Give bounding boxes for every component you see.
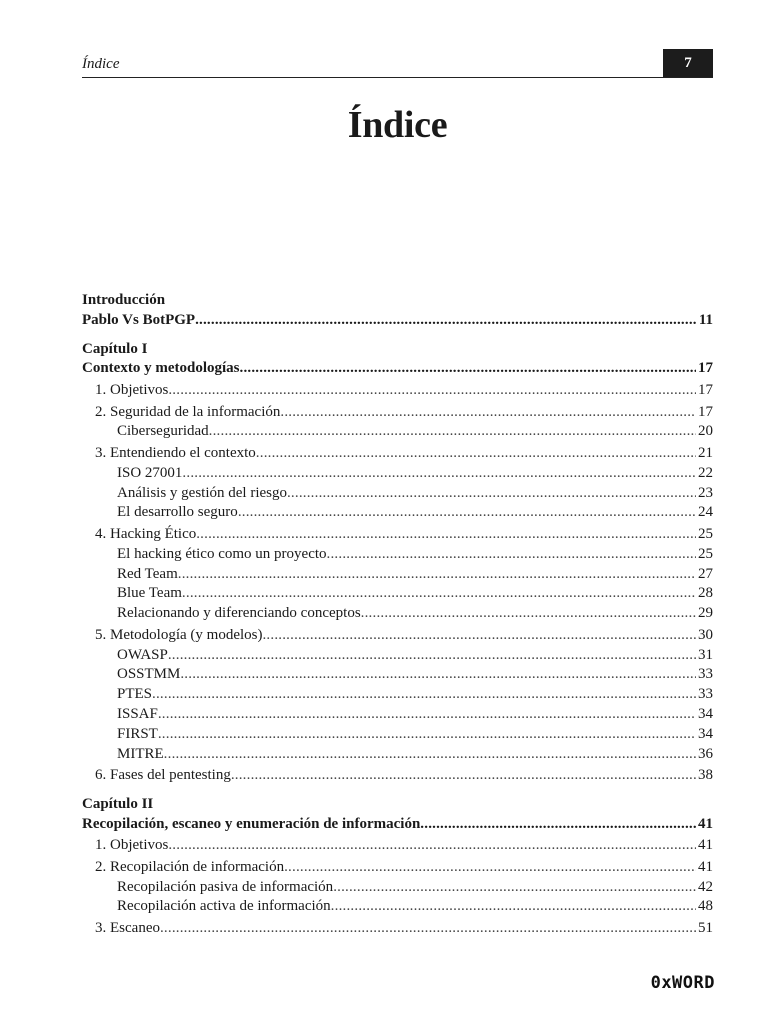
toc-section [82, 340, 713, 786]
entry-page-number: 27 [698, 565, 713, 582]
dot-leader [420, 815, 696, 835]
toc-entry [82, 464, 713, 484]
entry-page-number: 42 [698, 878, 713, 895]
toc-entry [82, 626, 713, 646]
toc-entry [82, 422, 713, 442]
toc-entry [82, 525, 713, 545]
publisher-logo: 0xWORD [650, 973, 715, 993]
section-heading: Introducción [82, 292, 166, 308]
toc-entry [82, 584, 713, 604]
toc-entry [82, 311, 713, 331]
entry-title: OWASP [117, 646, 168, 663]
entry-page-number: 48 [698, 898, 713, 915]
entry-title: PTES [117, 686, 153, 703]
entry-page-number: 17 [698, 403, 713, 420]
entry-page-number: 41 [698, 815, 713, 832]
entry-title: Contexto y metodologías [82, 360, 240, 377]
entry-title: 3. Entendiendo el contexto [95, 444, 256, 461]
entry-page-number: 41 [698, 858, 713, 875]
entry-title: Recopilación pasiva de información [117, 878, 334, 895]
entry-page-number: 24 [698, 504, 713, 521]
toc-entry [82, 665, 713, 685]
toc-entry [82, 565, 713, 585]
toc-entry [82, 503, 713, 523]
entry-page-number: 17 [698, 381, 713, 398]
dot-leader [195, 311, 697, 331]
toc-entry [82, 745, 713, 765]
entry-page-number: 29 [698, 605, 713, 622]
entry-title: 6. Fases del pentesting [95, 767, 231, 784]
dot-leader [152, 685, 696, 705]
entry-page-number: 34 [698, 705, 713, 722]
toc-entry [82, 919, 713, 939]
entry-title: 4. Hacking Ético [95, 525, 197, 542]
entry-title: Red Team [117, 565, 178, 582]
entry-title: Recopilación, escaneo y enumeración de información [82, 815, 421, 832]
entry-title: 2. Recopilación de información [95, 858, 285, 875]
dot-leader [196, 525, 696, 545]
toc-entry [82, 878, 713, 898]
entry-title: El hacking ético como un proyecto [117, 545, 327, 562]
entry-title: Recopilación activa de información [117, 898, 331, 915]
page-title: Índice [347, 104, 448, 146]
page-number: 7 [684, 55, 692, 71]
toc-section [82, 291, 713, 331]
dot-leader [160, 919, 696, 939]
entry-page-number: 38 [698, 767, 713, 784]
entry-page-number: 33 [698, 686, 713, 703]
entry-page-number: 21 [698, 444, 713, 461]
dot-leader [158, 725, 696, 745]
entry-page-number: 20 [698, 423, 713, 440]
entry-page-number: 36 [698, 745, 713, 762]
dot-leader [231, 766, 696, 786]
dot-leader [284, 858, 696, 878]
entry-page-number: 28 [698, 585, 713, 602]
toc-entry [82, 766, 713, 786]
dot-leader [287, 484, 696, 504]
toc-section [82, 795, 713, 939]
dot-leader [331, 897, 696, 917]
table-of-contents [82, 291, 713, 939]
entry-page-number: 17 [698, 360, 713, 377]
dot-leader [168, 381, 696, 401]
dot-leader [280, 403, 696, 423]
toc-entry [82, 705, 713, 725]
entry-title: 5. Metodología (y modelos) [95, 626, 263, 643]
entry-page-number: 31 [698, 646, 713, 663]
dot-leader [168, 646, 696, 666]
dot-leader [182, 584, 696, 604]
dot-leader [238, 503, 696, 523]
entry-title: Blue Team [117, 585, 182, 602]
entry-title: 2. Seguridad de la información [95, 403, 281, 420]
entry-title: 1. Objetivos [95, 837, 169, 854]
toc-entry [82, 815, 713, 835]
entry-page-number: 34 [698, 725, 713, 742]
dot-leader [256, 444, 696, 464]
toc-entry [82, 646, 713, 666]
dot-leader [168, 836, 696, 856]
dot-leader [327, 545, 696, 565]
entry-page-number: 41 [698, 837, 713, 854]
dot-leader [209, 422, 696, 442]
entry-title: OSSTMM [117, 666, 181, 683]
dot-leader [164, 745, 696, 765]
entry-page-number: 22 [698, 464, 713, 481]
entry-title: ISSAF [117, 705, 158, 722]
toc-entry [82, 359, 713, 379]
toc-entry [82, 858, 713, 878]
dot-leader [262, 626, 696, 646]
toc-entry [82, 836, 713, 856]
toc-entry [82, 897, 713, 917]
section-heading: Capítulo I [82, 340, 148, 357]
entry-page-number: 51 [698, 920, 713, 937]
dot-leader [333, 878, 696, 898]
running-title: Índice [82, 56, 120, 72]
entry-page-number: 23 [698, 484, 713, 501]
entry-page-number: 33 [698, 666, 713, 683]
entry-title: 1. Objetivos [95, 381, 169, 398]
entry-title: ISO 27001 [117, 464, 183, 481]
entry-page-number: 25 [698, 525, 713, 542]
page-header [82, 49, 713, 78]
toc-entry [82, 545, 713, 565]
entry-title: MITRE [117, 745, 164, 762]
entry-title: Relacionando y diferenciando conceptos [117, 605, 361, 622]
toc-entry [82, 484, 713, 504]
dot-leader [180, 665, 696, 685]
dot-leader [361, 604, 696, 624]
dot-leader [178, 565, 696, 585]
entry-title: Ciberseguridad [117, 423, 209, 440]
toc-entry [82, 725, 713, 745]
entry-page-number: 25 [698, 545, 713, 562]
entry-title: Análisis y gestión del riesgo [117, 484, 287, 501]
dot-leader [240, 359, 697, 379]
dot-leader [158, 705, 696, 725]
entry-page-number: 30 [698, 626, 713, 643]
entry-title: El desarrollo seguro [117, 504, 238, 521]
dot-leader [182, 464, 696, 484]
toc-entry [82, 444, 713, 464]
toc-entry [82, 403, 713, 423]
entry-title: FIRST [117, 725, 158, 742]
toc-entry [82, 604, 713, 624]
entry-page-number: 11 [698, 311, 713, 328]
toc-entry [82, 685, 713, 705]
entry-title: Pablo Vs BotPGP [82, 311, 196, 328]
entry-title: 3. Escaneo [95, 920, 160, 937]
section-heading: Capítulo II [82, 795, 154, 812]
toc-entry [82, 381, 713, 401]
page-number-badge [663, 49, 713, 77]
